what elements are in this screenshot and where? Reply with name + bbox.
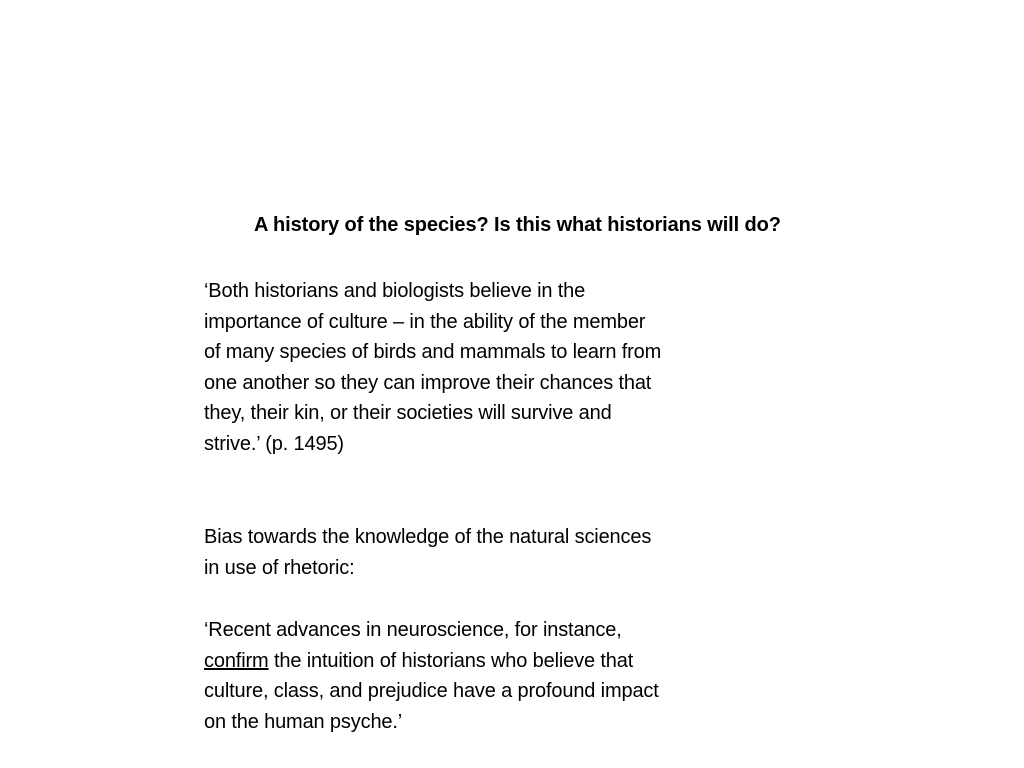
underlined-word-confirm: confirm xyxy=(204,649,269,672)
bias-line: in use of rhetoric: xyxy=(204,556,355,579)
quote-line: importance of culture – in the ability of the member xyxy=(204,310,646,333)
quote-paragraph-neuroscience xyxy=(204,615,764,737)
quote-line: they, their kin, or their societies will survive and xyxy=(204,402,612,424)
quote-line: strive.’ (p. 1495) xyxy=(204,432,344,455)
quote-line: ‘Both historians and biologists believe in the xyxy=(204,280,586,302)
bias-paragraph xyxy=(204,522,764,583)
quote-line: culture, class, and prejudice have a profound impact xyxy=(204,680,659,702)
bias-line: Bias towards the knowledge of the natural sciences xyxy=(204,526,652,548)
quote-line: one another so they can improve their chances that xyxy=(204,371,652,394)
quote-line: ‘Recent advances in neuroscience, for instance, xyxy=(204,619,622,641)
slide-title: A history of the species? Is this what historians will do? xyxy=(254,214,781,236)
quote-line: of many species of birds and mammals to learn from xyxy=(204,341,662,363)
quote-line xyxy=(204,646,764,677)
quote-line: on the human psyche.’ xyxy=(204,710,403,733)
quote-paragraph-culture xyxy=(204,276,764,459)
quote-line-rest: the intuition of historians who believe that xyxy=(268,649,634,672)
